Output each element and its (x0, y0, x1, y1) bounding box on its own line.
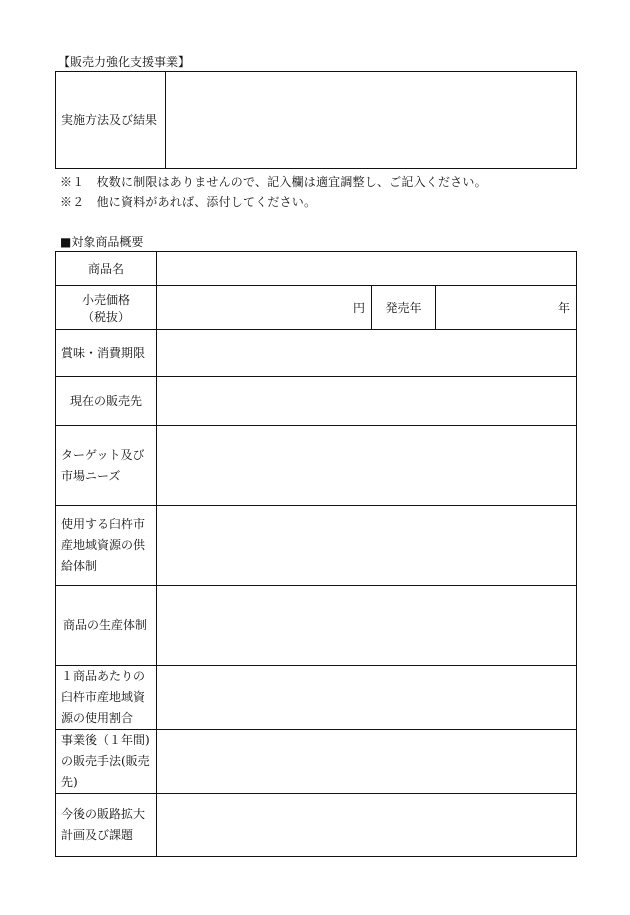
supply-field[interactable] (157, 506, 577, 586)
expansion-plan-label-line2: 計画及び課題 (61, 828, 134, 842)
post-project-label-line1: 事業後（１年間) (61, 733, 150, 747)
yen-unit: 円 (352, 301, 365, 315)
expansion-plan-label (56, 794, 157, 857)
expiry-field[interactable] (157, 330, 577, 377)
release-year-field[interactable] (436, 286, 577, 330)
product-name-field[interactable] (157, 252, 577, 286)
product-name-label: 商品名 (56, 252, 157, 286)
section-title-product-overview: ■対象商品概要 (60, 235, 144, 249)
product-overview-table (55, 251, 577, 857)
retail-price-label-line1: 小売価格 (81, 292, 130, 307)
ratio-label (56, 666, 157, 730)
expansion-plan-label-line1: 今後の販路拡大 (61, 807, 146, 821)
expiry-label: 賞味・消費期限 (56, 330, 157, 377)
current-sellers-label: 現在の販売先 (56, 377, 157, 426)
target-label-line1: ターゲット及び (61, 447, 145, 462)
supply-label (56, 506, 157, 586)
supply-label-line1: 使用する臼杵市 (61, 517, 146, 531)
retail-price-label (56, 286, 157, 330)
target-label (56, 426, 157, 506)
ratio-field[interactable] (157, 666, 577, 730)
target-field[interactable] (157, 426, 577, 506)
expansion-plan-field[interactable] (157, 794, 577, 857)
note-1: ※１ 枚数に制限はありませんので、記入欄は適宜調整し、ご記入ください。 (60, 175, 487, 189)
ratio-label-line3: 源の使用割合 (61, 711, 134, 725)
year-unit: 年 (557, 301, 570, 315)
note-2: ※２ 他に資料があれば、添付してください。 (60, 195, 317, 209)
retail-price-label-line2: （税抜） (81, 309, 130, 324)
supply-label-line2: 産地域資源の供 (61, 538, 146, 552)
target-label-line2: 市場ニーズ (61, 468, 121, 483)
retail-price-field[interactable] (157, 286, 372, 330)
ratio-label-line1: １商品あたりの (61, 669, 146, 683)
post-project-label (56, 730, 157, 794)
implementation-label: 実施方法及び結果 (56, 72, 166, 169)
post-project-label-line2: の販売手法(販売 (61, 754, 150, 768)
post-project-label-line3: 先) (61, 775, 78, 789)
section-title-sales-support: 【販売力強化支援事業】 (58, 55, 191, 69)
release-year-label: 発売年 (372, 286, 436, 330)
implementation-table (55, 71, 577, 169)
current-sellers-field[interactable] (157, 377, 577, 426)
production-field[interactable] (157, 586, 577, 666)
post-project-field[interactable] (157, 730, 577, 794)
production-label: 商品の生産体制 (56, 586, 157, 666)
ratio-label-line2: 臼杵市産地域資 (61, 690, 146, 704)
supply-label-line3: 給体制 (61, 559, 98, 573)
implementation-field[interactable] (166, 72, 577, 169)
